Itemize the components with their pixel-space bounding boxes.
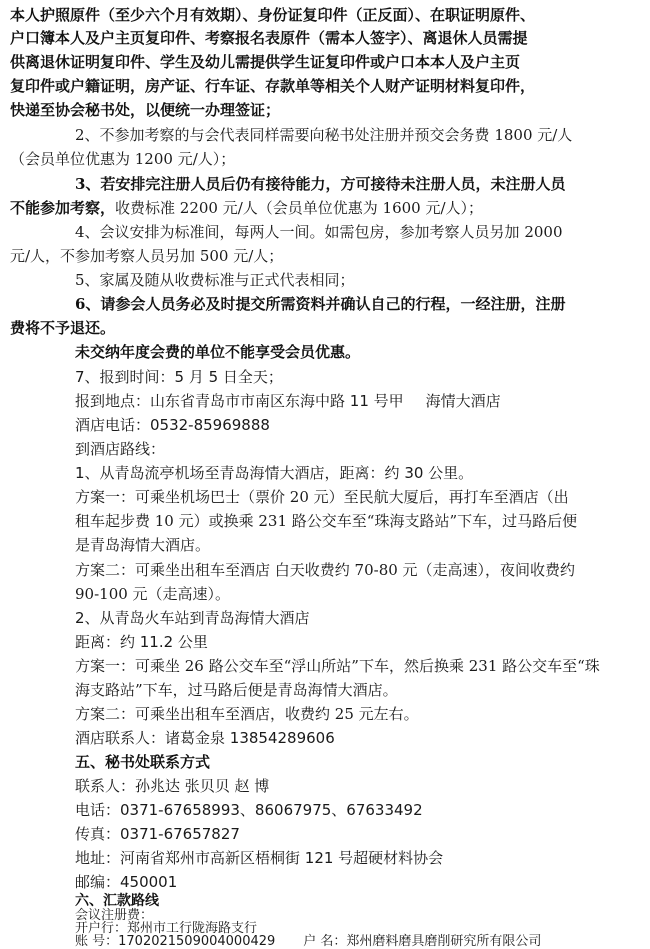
- text-line: 方案二：可乘坐出租车至酒店 白天收费约 70-80 元（走高速），夜间收费约: [75, 561, 576, 579]
- text-line: 3、若安排完注册人员后仍有接待能力，方可接待未注册人员，未注册人员: [75, 175, 566, 193]
- text-line: （会员单位优惠为 1200 元/人）；: [10, 150, 236, 168]
- text-segment: 收费标准 2200 元/人（会员单位优惠为 1600 元/人）；: [115, 199, 484, 217]
- text-line: [10, 197, 483, 219]
- text-line: 会议注册费：: [75, 908, 154, 923]
- text-line: 联系人：孙兆达 张贝贝 赵 博: [75, 777, 270, 795]
- text-bold-segment: 不能参加考察，: [10, 199, 116, 217]
- text-line: 方案二：可乘坐出租车至酒店，收费约 25 元左右。: [75, 705, 419, 723]
- text-line: 租车起步费 10 元）或换乘 231 路公交车至“珠海支路站”下车，过马路后便: [75, 512, 578, 530]
- account-number: 账 号：1702021509004000429: [75, 934, 276, 949]
- text-line: 户口簿本人及户主页复印件、考察报名表原件（需本人签字）、离退休人员需提: [10, 29, 528, 47]
- text-segment: 海情大酒店: [425, 392, 501, 410]
- text-line: [75, 390, 501, 412]
- text-line: 6、请参会人员务必及时提交所需资料并确认自己的行程，一经注册，注册: [75, 295, 566, 313]
- text-line: 酒店电话：0532-85969888: [75, 416, 270, 434]
- text-line: 方案一：可乘坐机场巴士（票价 20 元）至民航大厦后，再打车至酒店（出: [75, 488, 569, 506]
- text-line: 费将不予退还。: [10, 319, 116, 337]
- text-line: 90-100 元（走高速）。: [75, 585, 231, 603]
- text-line: 7、报到时间：5 月 5 日全天；: [75, 368, 283, 386]
- text-line: 方案一：可乘坐 26 路公交车至“浮山所站”下车，然后换乘 231 路公交车至“珠: [75, 657, 600, 675]
- text-line: 未交纳年度会费的单位不能享受会员优惠。: [75, 343, 361, 361]
- text-line: 地址：河南省郑州市高新区梧桐街 121 号超硬材料协会: [75, 849, 444, 867]
- text-line: 电话：0371-67658993、86067975、67633492: [75, 801, 423, 819]
- text-line: 距离：约 11.2 公里: [75, 633, 208, 651]
- text-line: 2、从青岛火车站到青岛海情大酒店: [75, 609, 310, 627]
- text-line: 本人护照原件（至少六个月有效期）、身份证复印件（正反面）、在职证明原件、: [10, 6, 536, 24]
- text-line: 邮编：450001: [75, 873, 178, 891]
- text-line: 酒店联系人：诸葛金泉 13854289606: [75, 729, 335, 747]
- text-line: 1、从青岛流亭机场至青岛海情大酒店，距离：约 30 公里。: [75, 464, 474, 482]
- text-line: 2、不参加考察的与会代表同样需要向秘书处注册并预交会务费 1800 元/人: [75, 126, 573, 144]
- text-line: 到酒店路线：: [75, 440, 166, 458]
- section-heading: 六、汇款路线: [75, 893, 159, 909]
- text-line: 供离退休证明复印件、学生及幼儿需提供学生证复印件或户口本本人及户主页: [10, 53, 521, 71]
- text-line: 开户行：郑州市工行陇海路支行: [75, 921, 258, 936]
- text-line: 5、家属及随从收费标准与正式代表相同；: [75, 271, 355, 289]
- text-line: 是青岛海情大酒店。: [75, 536, 211, 554]
- text-line: 快递至协会秘书处，以便统一办理签证；: [10, 101, 281, 119]
- text-line: 4、会议安排为标准间，每两人一间。如需包房，参加考察人员另加 2000: [75, 223, 563, 241]
- text-line: 复印件或户籍证明，房产证、行车证、存款单等相关个人财产证明材料复印件，: [10, 77, 536, 95]
- text-line: 海支路站”下车，过马路后便是青岛海情大酒店。: [75, 681, 398, 699]
- text-line: 传真：0371-67657827: [75, 825, 240, 843]
- account-name: 户 名：郑州磨料磨具磨削研究所有限公司: [303, 934, 542, 949]
- section-heading: 五、秘书处联系方式: [75, 753, 211, 771]
- text-segment: 报到地点：山东省青岛市市南区东海中路 11 号甲: [75, 392, 404, 410]
- text-line: 元/人，不参加考察人员另加 500 元/人；: [10, 247, 284, 265]
